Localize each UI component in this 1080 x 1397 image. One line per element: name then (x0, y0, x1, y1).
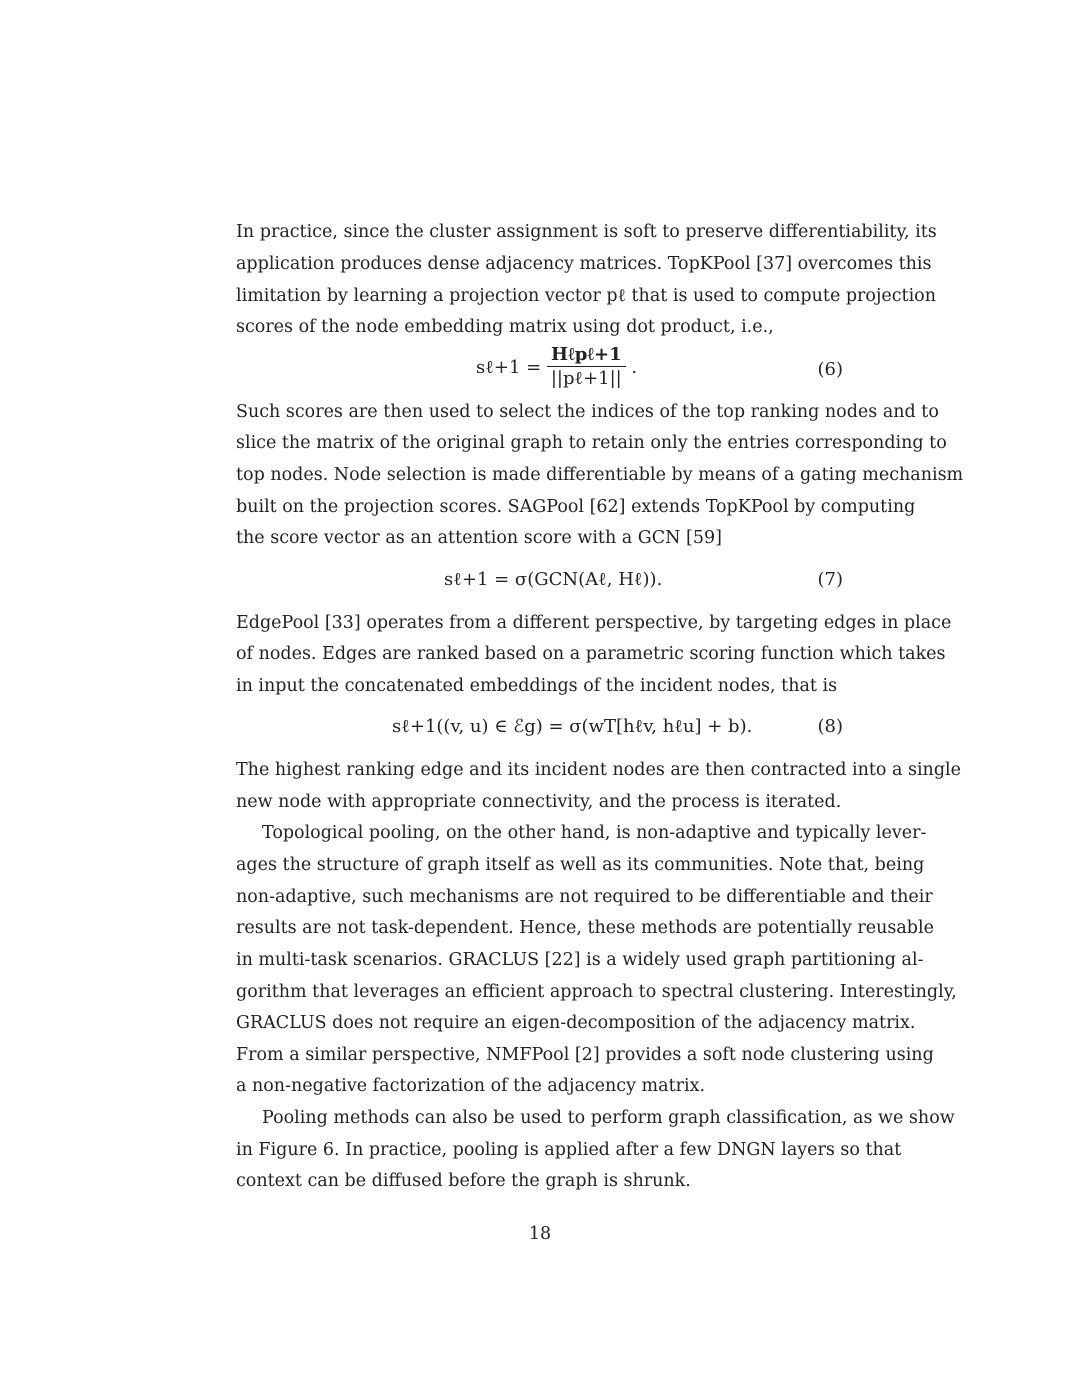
equation-8-number: (8) (817, 716, 843, 737)
text-line: scores of the node embedding matrix using dot product, i.e., (236, 317, 774, 337)
text-line: new node with appropriate connectivity, and the process is iterated. (236, 792, 842, 812)
equation-8-body: sℓ+1((v, u) ∈ ℰg) = σ(wT[hℓv, hℓu] + b). (392, 716, 753, 737)
text-line: In practice, since the cluster assignment is soft to preserve differentiability, its (236, 222, 937, 242)
text-line: non-adaptive, such mechanisms are not required to be differentiable and their (236, 887, 933, 907)
equation-7-body: sℓ+1 = σ(GCN(Aℓ, Hℓ)). (444, 569, 663, 590)
text-line: a non-negative factorization of the adjacency matrix. (236, 1076, 706, 1096)
text-line: GRACLUS does not require an eigen-decomposition of the adjacency matrix. (236, 1013, 916, 1033)
equation-6-period: . (631, 356, 638, 378)
text-line: EdgePool [33] operates from a different perspective, by targeting edges in place (236, 613, 952, 633)
text-line: Such scores are then used to select the indices of the top ranking nodes and to (236, 402, 939, 422)
page-number: 18 (528, 1224, 552, 1244)
text-line: of nodes. Edges are ranked based on a parametric scoring function which takes (236, 644, 946, 664)
equation-6-numerator: Hℓpℓ+1 (547, 344, 626, 367)
text-line: From a similar perspective, NMFPool [2] provides a soft node clustering using (236, 1045, 934, 1065)
text-line: slice the matrix of the original graph to retain only the entries corresponding to (236, 433, 947, 453)
equation-7-number: (7) (817, 569, 843, 590)
equation-6-fraction (547, 344, 626, 391)
text-line: context can be diffused before the graph is shrunk. (236, 1171, 691, 1191)
text-line: in Figure 6. In practice, pooling is applied after a few DNGN layers so that (236, 1140, 902, 1160)
text-line: Pooling methods can also be used to perform graph classification, as we show (262, 1108, 955, 1128)
equation-6-number: (6) (817, 359, 843, 380)
equation-6-denominator: ||pℓ+1|| (550, 368, 622, 389)
text-line: the score vector as an attention score with a GCN [59] (236, 528, 722, 548)
text-line: gorithm that leverages an efficient approach to spectral clustering. Interestingly, (236, 982, 957, 1002)
text-line: ages the structure of graph itself as well as its communities. Note that, being (236, 855, 925, 875)
text-line: top nodes. Node selection is made differentiable by means of a gating mechanism (236, 465, 964, 485)
equation-7 (236, 568, 843, 594)
text-line: Topological pooling, on the other hand, is non-adaptive and typically lever- (262, 823, 927, 843)
equation-8 (236, 715, 843, 741)
text-line: built on the projection scores. SAGPool [62] extends TopKPool by computing (236, 497, 916, 517)
text-line: limitation by learning a projection vector pℓ that is used to compute projection (236, 286, 936, 306)
equation-6-body (476, 344, 637, 391)
text-line: application produces dense adjacency matrices. TopKPool [37] overcomes this (236, 254, 932, 274)
text-line: The highest ranking edge and its incident nodes are then contracted into a single (236, 760, 961, 780)
equation-6-lhs: sℓ+1 = (476, 356, 542, 378)
text-line: results are not task-dependent. Hence, these methods are potentially reusable (236, 918, 934, 938)
text-line: in input the concatenated embeddings of the incident nodes, that is (236, 676, 838, 696)
equation-6 (236, 344, 843, 396)
text-line: in multi-task scenarios. GRACLUS [22] is a widely used graph partitioning al- (236, 950, 924, 970)
